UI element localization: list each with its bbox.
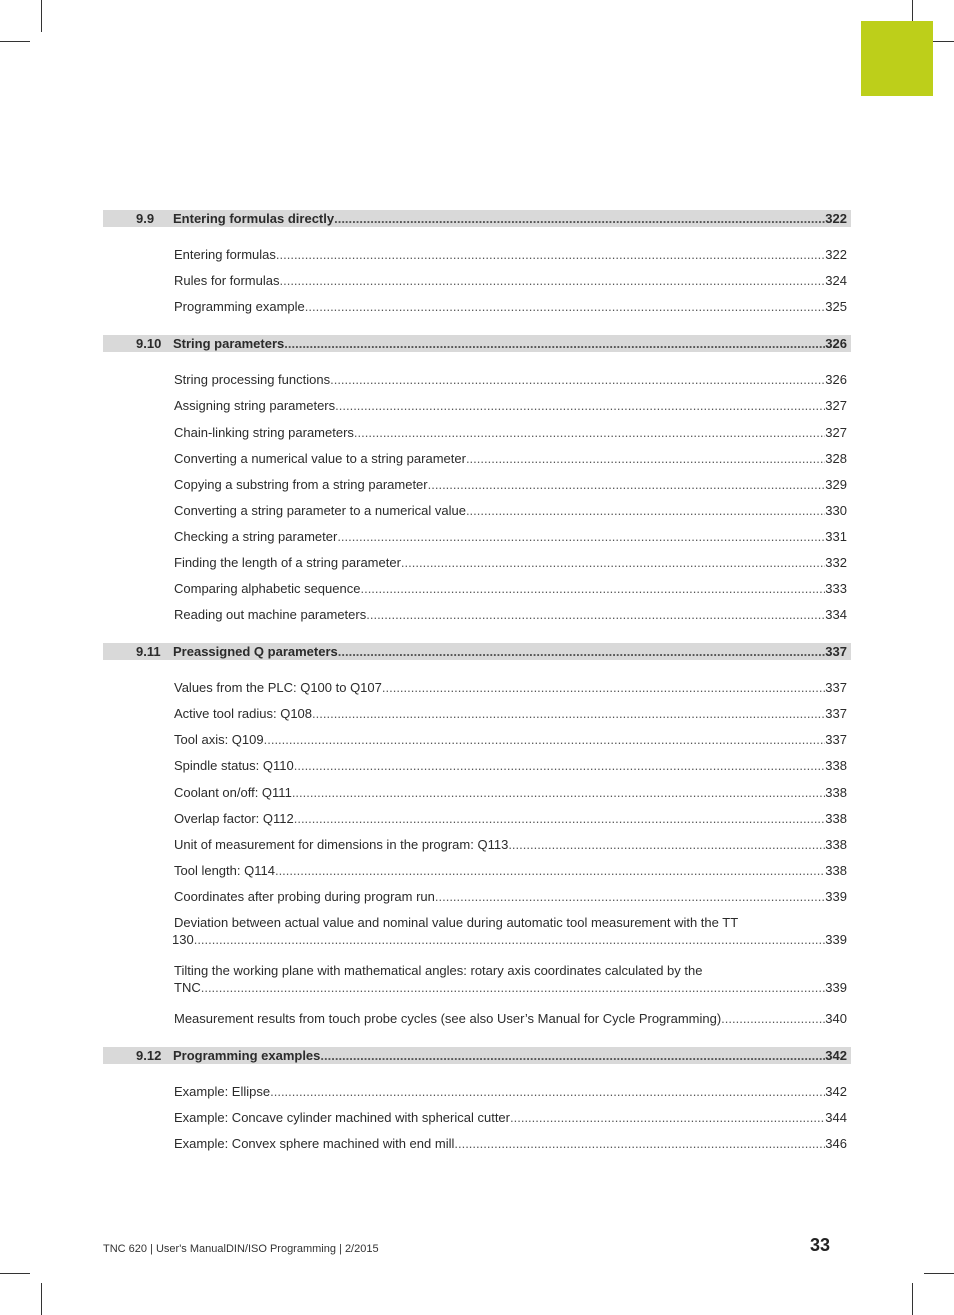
toc-entry[interactable] [174, 784, 847, 801]
entry-page: 327 [825, 425, 847, 440]
leader-dots [279, 272, 825, 289]
entry-title: Measurement results from touch probe cycles (see also User’s Manual for Cycle Programming) [174, 1011, 722, 1026]
entry-page: 333 [825, 581, 847, 596]
page-number: 33 [810, 1235, 831, 1255]
leader-dots [335, 397, 825, 414]
entry-title: Coolant on/off: Q111 [174, 785, 292, 800]
section-page: 337 [825, 644, 847, 659]
entry-page: 339 [825, 980, 847, 995]
crop-mark [924, 1273, 954, 1274]
leader-dots [382, 679, 825, 696]
toc-entry[interactable] [174, 450, 847, 467]
entry-page: 338 [825, 811, 847, 826]
section-title: Programming examples [173, 1048, 321, 1063]
toc-entry[interactable] [174, 502, 847, 519]
entry-title: Spindle status: Q110 [174, 758, 294, 773]
chapter-tab-marker [861, 21, 933, 96]
toc-section-9-12[interactable] [103, 1047, 851, 1064]
entry-title: Unit of measurement for dimensions in the program: Q113 [174, 837, 509, 852]
entry-title: Tool length: Q114 [174, 863, 275, 878]
entry-title: Converting a numerical value to a string parameter [174, 451, 466, 466]
leader-dots [275, 862, 825, 879]
leader-dots [292, 784, 825, 801]
leader-dots [337, 528, 825, 545]
toc-entry[interactable] [174, 554, 847, 571]
toc-entry[interactable] [174, 528, 847, 545]
entry-page: 344 [825, 1110, 847, 1125]
toc-entry[interactable] [174, 862, 847, 879]
entry-title: String processing functions [174, 372, 331, 387]
leader-dots [510, 1109, 825, 1126]
leader-dots [354, 424, 825, 441]
entry-title: Reading out machine parameters [174, 607, 367, 622]
entry-title: Assigning string parameters [174, 398, 336, 413]
toc-entry[interactable] [174, 1109, 847, 1126]
leader-dots [334, 210, 825, 227]
entry-page: 328 [825, 451, 847, 466]
entry-title: Example: Convex sphere machined with end mill [174, 1136, 455, 1151]
entry-page: 325 [825, 299, 847, 314]
leader-dots [284, 335, 825, 352]
leader-dots [360, 580, 825, 597]
entry-title: Active tool radius: Q108 [174, 706, 313, 721]
section-number: 9.10 [136, 336, 162, 351]
section-page: 326 [825, 336, 847, 351]
leader-dots [320, 1047, 825, 1064]
entry-page: 340 [825, 1011, 847, 1026]
toc-entry[interactable] [174, 298, 847, 315]
entry-page: 339 [825, 889, 847, 904]
toc-entry[interactable] [174, 914, 847, 948]
section-title: String parameters [173, 336, 285, 351]
entry-page: 337 [825, 680, 847, 695]
toc-entry[interactable] [174, 731, 847, 748]
leader-dots [201, 979, 826, 996]
entry-title: Tool axis: Q109 [174, 732, 264, 747]
leader-dots [294, 757, 826, 774]
entry-title: Example: Concave cylinder machined with spherical cutter [174, 1110, 510, 1125]
entry-title: Deviation between actual value and nominal value during automatic tool measurement with the TT [174, 915, 739, 930]
section-number: 9.12 [136, 1048, 162, 1063]
toc-section-9-10[interactable] [103, 335, 851, 352]
entry-title: Entering formulas [174, 247, 276, 262]
toc-entry[interactable] [174, 962, 847, 996]
crop-mark [41, 1283, 42, 1315]
entry-title: Comparing alphabetic sequence [174, 581, 361, 596]
entry-page: 338 [825, 863, 847, 878]
leader-dots [466, 502, 825, 519]
toc-entry[interactable] [174, 810, 847, 827]
entry-page: 337 [825, 706, 847, 721]
section-number: 9.11 [136, 644, 161, 659]
entry-page: 342 [825, 1084, 847, 1099]
entry-page: 339 [825, 932, 847, 947]
entry-title: Programming example [174, 299, 305, 314]
leader-dots [401, 554, 825, 571]
toc-entry[interactable] [174, 1135, 847, 1152]
leader-dots [305, 298, 826, 315]
entry-title: Copying a substring from a string parameter [174, 477, 428, 492]
leader-dots [454, 1135, 825, 1152]
entry-title: Checking a string parameter [174, 529, 338, 544]
entry-page: 327 [825, 398, 847, 413]
entry-page: 338 [825, 837, 847, 852]
leader-dots [435, 888, 825, 905]
leader-dots [428, 476, 826, 493]
entry-title: Tilting the working plane with mathematical angles: rotary axis coordinates calculated by the [174, 963, 703, 978]
entry-page: 338 [825, 785, 847, 800]
section-number: 9.9 [136, 211, 155, 226]
leader-dots [264, 731, 826, 748]
entry-title: Overlap factor: Q112 [174, 811, 294, 826]
crop-mark [912, 1283, 913, 1315]
entry-title: Chain-linking string parameters [174, 425, 354, 440]
toc-entry[interactable] [174, 606, 847, 623]
toc-entry[interactable] [174, 272, 847, 289]
toc-entry[interactable] [174, 1010, 847, 1027]
toc-entry[interactable] [174, 836, 847, 853]
toc-entry[interactable] [174, 705, 847, 722]
section-title: Preassigned Q parameters [173, 644, 338, 659]
leader-dots [270, 1083, 825, 1100]
toc-section-9-9[interactable] [103, 210, 851, 227]
toc-entry[interactable] [174, 580, 847, 597]
entry-page: 334 [825, 607, 847, 622]
section-page: 342 [825, 1048, 847, 1063]
leader-dots [466, 450, 825, 467]
leader-dots [294, 810, 826, 827]
entry-title-continued: 130 [172, 932, 194, 947]
toc-entry[interactable] [174, 1083, 847, 1100]
section-page: 322 [825, 211, 847, 226]
section-title: Entering formulas directly [173, 211, 335, 226]
entry-title: Finding the length of a string parameter [174, 555, 401, 570]
entry-page: 331 [825, 529, 847, 544]
entry-title: Example: Ellipse [174, 1084, 271, 1099]
leader-dots [194, 931, 826, 948]
crop-mark [41, 0, 42, 32]
toc-entry[interactable] [174, 371, 847, 388]
entry-title: Rules for formulas [174, 273, 280, 288]
leader-dots [312, 705, 825, 722]
toc-entry[interactable] [174, 476, 847, 493]
toc-entry[interactable] [174, 424, 847, 441]
entry-title-continued: TNC [174, 980, 201, 995]
footer-text: TNC 620 | User's ManualDIN/ISO Programming | 2/2015 [103, 1243, 379, 1255]
leader-dots [338, 643, 826, 660]
entry-title: Values from the PLC: Q100 to Q107 [174, 680, 382, 695]
entry-page: 326 [825, 372, 847, 387]
entry-page: 337 [825, 732, 847, 747]
leader-dots [366, 606, 825, 623]
toc-entry[interactable] [174, 397, 847, 414]
leader-dots [276, 246, 825, 263]
entry-title: Converting a string parameter to a numerical value [174, 503, 466, 518]
entry-page: 329 [825, 477, 847, 492]
entry-title: Coordinates after probing during program run [174, 889, 435, 904]
toc-entry[interactable] [174, 757, 847, 774]
toc-section-9-11[interactable] [103, 643, 851, 660]
toc-entry[interactable] [174, 246, 847, 263]
entry-page: 324 [825, 273, 847, 288]
leader-dots [508, 836, 825, 853]
toc-entry[interactable] [174, 679, 847, 696]
leader-dots [721, 1010, 825, 1027]
toc-entry[interactable] [174, 888, 847, 905]
crop-mark [0, 1273, 30, 1274]
entry-page: 346 [825, 1136, 847, 1151]
entry-page: 338 [825, 758, 847, 773]
entry-page: 322 [825, 247, 847, 262]
entry-page: 332 [825, 555, 847, 570]
crop-mark [0, 41, 30, 42]
entry-page: 330 [825, 503, 847, 518]
leader-dots [330, 371, 825, 388]
